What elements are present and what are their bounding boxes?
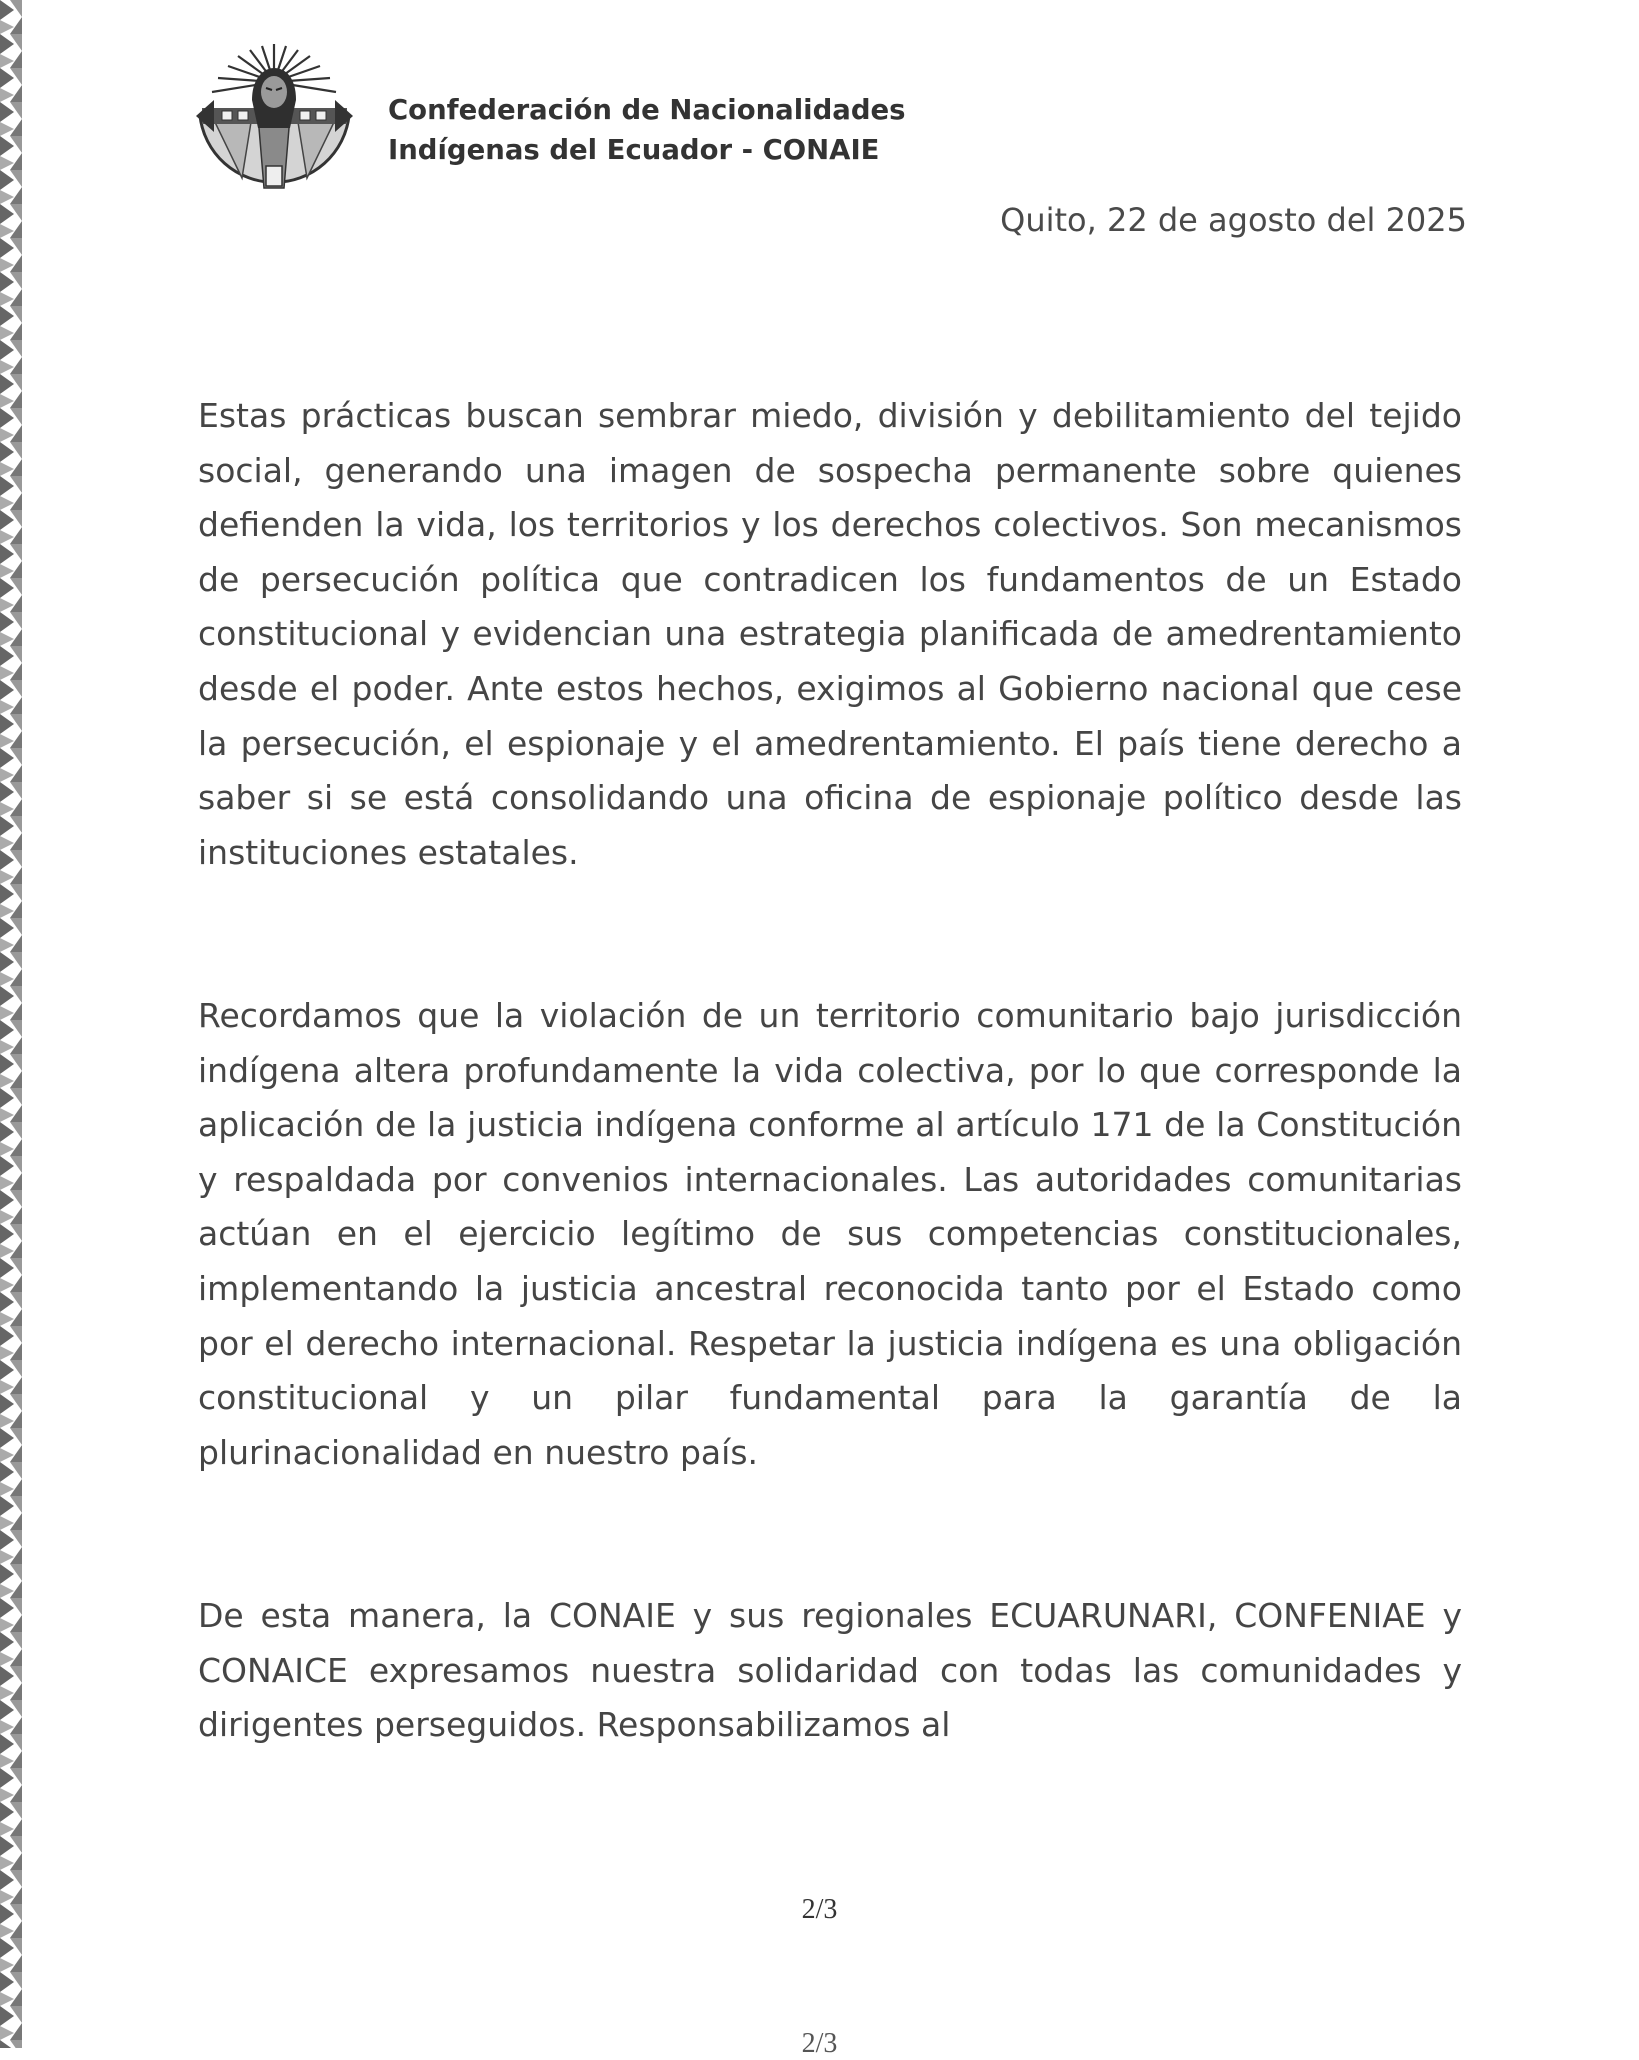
organization-name (388, 90, 906, 170)
paragraph-1: Estas prácticas buscan sembrar miedo, división y debilitamiento del tejido social, generando una imagen de sospecha permanente sobre quienes defienden la vida, los territorios y los derechos colectivos. Son mecanismos de persecución política que contradicen los fundamentos de un Estado constitucional y evidencian una estrategia planificada de amedrentamiento desde el poder. Ante estos hechos, exigimos al Gobierno nacional que cese la persecución, el espionaje y el amedrentamiento. El país tiene derecho a saber si se está consolidando una oficina de espionaje político desde las instituciones estatales. (198, 396, 1462, 872)
organization-name-line-2: Indígenas del Ecuador - CONAIE (388, 134, 880, 166)
side-border-pattern (0, 0, 22, 2048)
organization-name-line-1: Confederación de Nacionalidades (388, 94, 906, 126)
paragraph-3: De esta manera, la CONAIE y sus regionales ECUARUNARI, CONFENIAE y CONAICE expresamos nuestra solidaridad con todas las comunidades y dirigentes perseguidos. Responsabilizamos al (198, 1596, 1462, 1745)
document-date: Quito, 22 de agosto del 2025 (1000, 201, 1467, 239)
page-number-cutoff: 2/3 (801, 2028, 838, 2059)
paragraph-2: Recordamos que la violación de un territorio comunitario bajo jurisdicción indígena altera profundamente la vida colectiva, por lo que corresponde la aplicación de la justicia indígena conforme al artículo 171 de la Constitución y respaldada por convenios internacionales. Las autoridades comunitarias actúan en el ejercicio legítimo de sus competencias constitucionales, implementando la justicia ancestral reconocida tanto por el Estado como por el derecho internacional. Respetar la justicia indígena es una obligación constitucional y un pilar fundamental para la garantía de la plurinacionalidad en nuestro país. (198, 996, 1462, 1472)
conaie-logo-icon (192, 38, 357, 203)
page-number: 2/3 (801, 1894, 838, 1925)
